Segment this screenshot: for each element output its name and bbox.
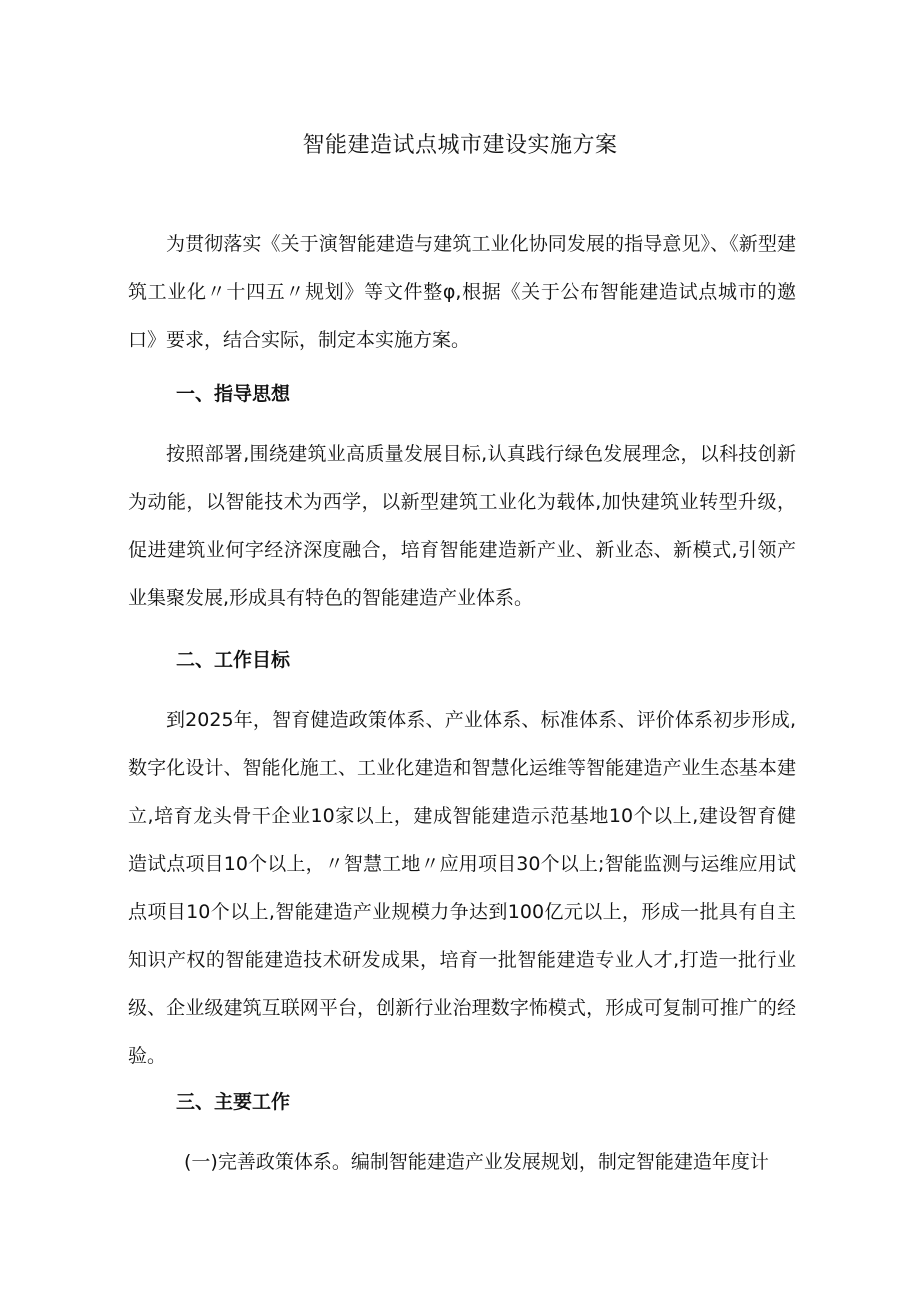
document-title: 智能建造试点城市建设实施方案	[302, 133, 618, 158]
section-heading-main-work: 三、主要工作	[176, 1091, 291, 1113]
intro-paragraph: 为贯彻落实《关于演智能建造与建筑工业化协同发展的指导意见》、《新型建筑工业化〃十四五〃规划》等文件整φ,根据《关于公布智能建造试点城市的邀口》要求，结合实际，制定本实施方案。	[128, 233, 796, 351]
section-body-main-work: (一)完善政策体系。编制智能建造产业发展规划，制定智能建造年度计	[184, 1151, 769, 1173]
section-body-guiding-ideology: 按照部署,围绕建筑业高质量发展目标,认真践行绿色发展理念，以科技创新为动能，以智能技术为西学，以新型建筑工业化为载体,加快建筑业转型升级，促进建筑业何字经济深度融合，培育智能建造新产业、新业态、新模式,引领产业集聚发展,形成具有特色的智能建造产业体系。	[128, 443, 796, 609]
section-body-work-goals: 到2025年，智育健造政策体系、产业体系、标准体系、评价体系初步形成,数字化设计、智能化施工、工业化建造和智慧化运维等智能建造产业生态基本建立,培育龙头骨干企业10家以上，建成智能建造示范基地10个以上,建设智育健造试点项目10个以上，〃智慧工地〃应用项目30个以上;智能监测与运维应用试点项目10个以上,智能建造产业规模力争达到100亿元以上，形成一批具有自主知识产权的智能建造技术研发成果，培育一批智能建造专业人才,打造一批行业级、企业级建筑互联网平台，创新行业治理数字怖模式，形成可复制可推广的经验。	[128, 709, 796, 1067]
section-heading-guiding-ideology: 一、指导思想	[176, 383, 291, 405]
section-heading-work-goals: 二、工作目标	[176, 649, 291, 671]
